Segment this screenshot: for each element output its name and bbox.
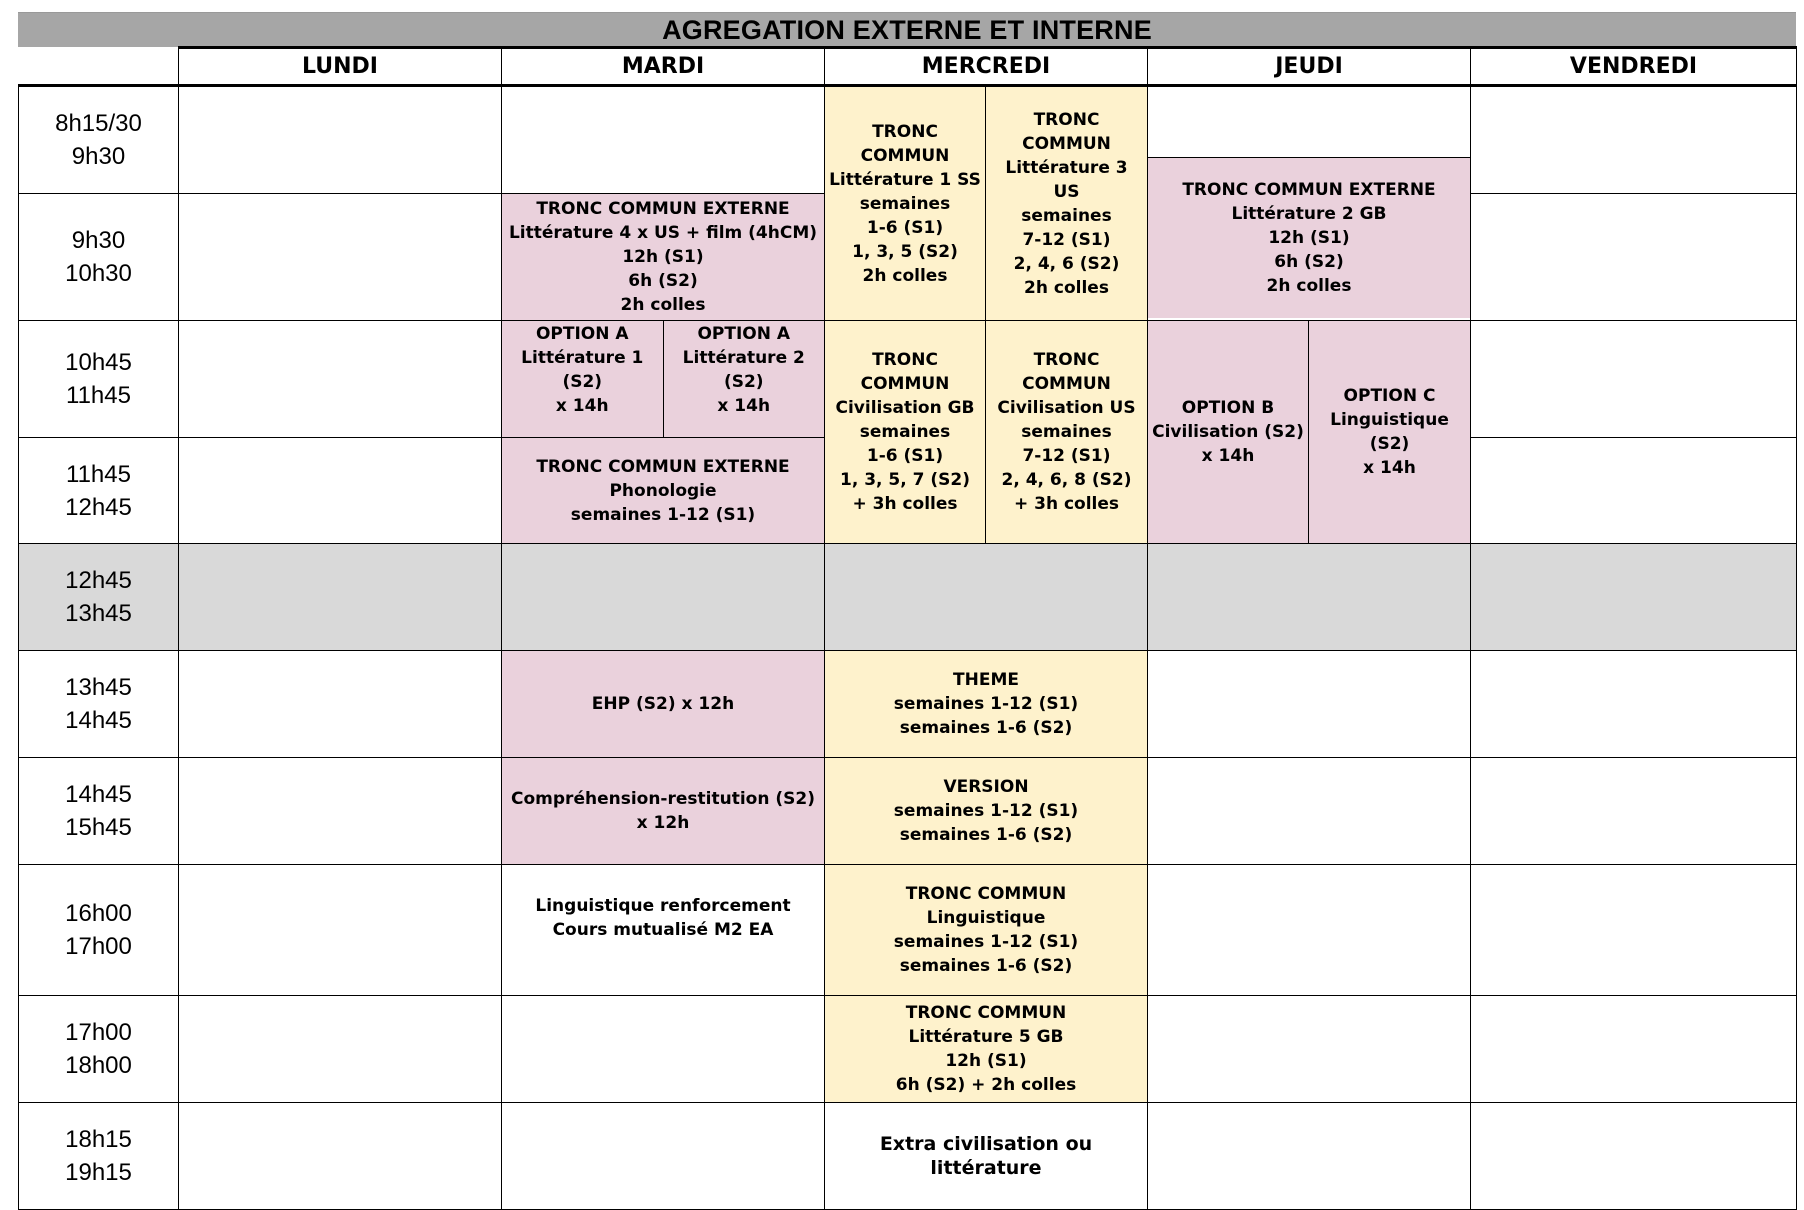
day-header-jeudi: JEUDI: [1148, 48, 1471, 86]
course-mercredi-tc-litt1: TRONC COMMUN Littérature 1 SS semaines 1-6 (S1) 1, 3, 5 (S2) 2h colles: [825, 86, 986, 321]
slot-row-1600: [19, 865, 1797, 996]
cell-lundi-1700: [179, 996, 502, 1103]
cell-vendredi-1815: [1471, 1103, 1797, 1210]
slot-row-0815: [19, 86, 1797, 194]
cell-vendredi-1445: [1471, 758, 1797, 865]
cell-mardi-1245: [502, 544, 825, 651]
course-mardi-option-a2: OPTION A Littérature 2 (S2) x 14h: [664, 321, 825, 437]
time-label-0930: 9h30 10h30: [19, 194, 179, 321]
time-label-1245: 12h45 13h45: [19, 544, 179, 651]
course-mercredi-version: VERSION semaines 1-12 (S1) semaines 1-6 (S2): [825, 758, 1148, 865]
time-label-1045: 10h45 11h45: [19, 321, 179, 438]
schedule-grid: [18, 46, 1797, 1210]
course-mardi-tc-litt4: TRONC COMMUN EXTERNE Littérature 4 x US + film (4hCM) 12h (S1) 6h (S2) 2h colles: [502, 194, 825, 321]
cell-lundi-1045: [179, 321, 502, 438]
cell-vendredi-0815: [1471, 86, 1797, 194]
time-label-1600: 16h00 17h00: [19, 865, 179, 996]
cell-jeudi-1600: [1148, 865, 1471, 996]
slot-row-1245: [19, 544, 1797, 651]
cell-lundi-1245: [179, 544, 502, 651]
course-jeudi-tc-litt2: TRONC COMMUN EXTERNE Littérature 2 GB 12h (S1) 6h (S2) 2h colles: [1148, 158, 1470, 318]
course-mardi-ehp: EHP (S2) x 12h: [502, 651, 825, 758]
day-header-lundi: LUNDI: [179, 48, 502, 86]
slot-row-1700: [19, 996, 1797, 1103]
slot-row-1045: [19, 321, 1797, 438]
cell-lundi-1815: [179, 1103, 502, 1210]
cell-mardi-0815: [502, 86, 825, 194]
cell-jeudi-1345: [1148, 651, 1471, 758]
timetable-title: AGREGATION EXTERNE ET INTERNE: [18, 12, 1796, 47]
course-mardi-phonologie: TRONC COMMUN EXTERNE Phonologie semaines 1-12 (S1): [502, 438, 825, 544]
cell-jeudi-1700: [1148, 996, 1471, 1103]
cell-lundi-1145: [179, 438, 502, 544]
cell-vendredi-1145: [1471, 438, 1797, 544]
cell-jeudi-0815-empty: [1148, 87, 1470, 158]
cell-lundi-1600: [179, 865, 502, 996]
course-mardi-comprehension: Compréhension-restitution (S2) x 12h: [502, 758, 825, 865]
course-mercredi-tc-litt5: TRONC COMMUN Littérature 5 GB 12h (S1) 6h (S2) + 2h colles: [825, 996, 1148, 1103]
time-label-1815: 18h15 19h15: [19, 1103, 179, 1210]
course-mercredi-tc-litt3: TRONC COMMUN Littérature 3 US semaines 7-12 (S1) 2, 4, 6 (S2) 2h colles: [986, 86, 1148, 321]
course-mercredi-tc-linguistique: TRONC COMMUN Linguistique semaines 1-12 (S1) semaines 1-6 (S2): [825, 865, 1148, 996]
cell-vendredi-1345: [1471, 651, 1797, 758]
cell-vendredi-1245: [1471, 544, 1797, 651]
day-header-mercredi: MERCREDI: [825, 48, 1148, 86]
course-mardi-option-a1: OPTION A Littérature 1 (S2) x 14h: [502, 321, 664, 437]
day-header-mardi: MARDI: [502, 48, 825, 86]
cell-lundi-1445: [179, 758, 502, 865]
cell-lundi-1345: [179, 651, 502, 758]
cell-vendredi-1045: [1471, 321, 1797, 438]
course-mercredi-tc-civ-us: TRONC COMMUN Civilisation US semaines 7-12 (S1) 2, 4, 6, 8 (S2) + 3h colles: [986, 321, 1148, 544]
cell-jeudi-1445: [1148, 758, 1471, 865]
slot-row-1445: [19, 758, 1797, 865]
timetable: [18, 12, 1796, 1185]
day-header-vendredi: VENDREDI: [1471, 48, 1797, 86]
cell-lundi-0815: [179, 86, 502, 194]
cell-jeudi-0815: [1148, 86, 1471, 321]
cell-mardi-1815: [502, 1103, 825, 1210]
cell-lundi-0930: [179, 194, 502, 321]
time-label-0815: 8h15/30 9h30: [19, 86, 179, 194]
cell-mardi-1700: [502, 996, 825, 1103]
course-mercredi-theme: THEME semaines 1-12 (S1) semaines 1-6 (S2): [825, 651, 1148, 758]
cell-jeudi-1815: [1148, 1103, 1471, 1210]
course-mercredi-extra: Extra civilisation ou littérature: [825, 1103, 1148, 1210]
cell-mercredi-1245: [825, 544, 1148, 651]
cell-jeudi-1245: [1148, 544, 1471, 651]
time-label-1145: 11h45 12h45: [19, 438, 179, 544]
time-label-1700: 17h00 18h00: [19, 996, 179, 1103]
course-mardi-linguistique-renforcement: Linguistique renforcement Cours mutualisé M2 EA: [502, 865, 825, 996]
course-jeudi-option-c: OPTION C Linguistique (S2) x 14h: [1309, 321, 1471, 544]
course-jeudi-option-b: OPTION B Civilisation (S2) x 14h: [1148, 321, 1309, 544]
course-mercredi-tc-civ-gb: TRONC COMMUN Civilisation GB semaines 1-6 (S1) 1, 3, 5, 7 (S2) + 3h colles: [825, 321, 986, 544]
slot-row-1815: [19, 1103, 1797, 1210]
time-label-1345: 13h45 14h45: [19, 651, 179, 758]
day-header-row: [19, 48, 1797, 86]
cell-vendredi-0930: [1471, 194, 1797, 321]
cell-vendredi-1700: [1471, 996, 1797, 1103]
corner-cell: [19, 48, 179, 86]
cell-vendredi-1600: [1471, 865, 1797, 996]
time-label-1445: 14h45 15h45: [19, 758, 179, 865]
slot-row-1345: [19, 651, 1797, 758]
cell-mardi-1045: [502, 321, 825, 438]
